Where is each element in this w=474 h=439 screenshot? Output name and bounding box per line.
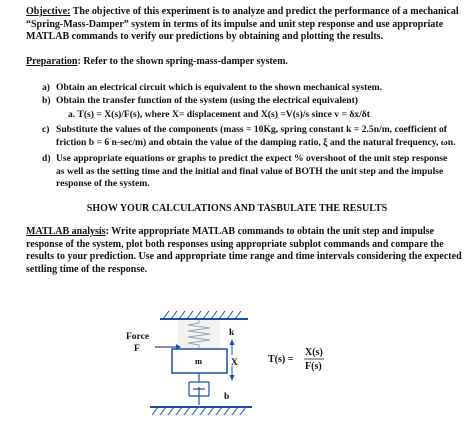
item-d-line-3: response of the system. — [56, 178, 150, 189]
item-c-line-2: friction b = 6 n-sec/m) and obtain the value of the damping ratio, ξ and the natural frequency, ωn. — [56, 136, 456, 148]
calculations-heading: SHOW YOUR CALCULATIONS AND TASBULATE THE RESULTS — [86, 203, 388, 214]
tf-denominator: F(s) — [305, 361, 322, 372]
item-b-label: b) — [42, 95, 51, 106]
matlab-line-4: settling time of the response. — [26, 263, 148, 275]
item-a — [42, 82, 462, 95]
top-wall — [160, 311, 248, 319]
transfer-function — [268, 347, 324, 372]
preparation-line — [26, 56, 456, 69]
force-symbol: F — [134, 344, 140, 354]
spring-label: k — [229, 328, 235, 338]
matlab-label: MATLAB analysis — [26, 226, 106, 237]
damper-label: b — [224, 392, 230, 402]
objective-label: Objective: — [26, 6, 71, 17]
preparation-label: Preparation — [26, 56, 78, 67]
item-d-line-2: as well as the setting time and the initial and final value of BOTH the unit step and the impulse — [56, 165, 444, 177]
objective-paragraph — [26, 6, 459, 44]
matlab-line-3: results to your prediction. Use and appropriate time range and time intervals considering the expected — [26, 251, 462, 262]
bottom-wall — [150, 407, 252, 415]
item-b-text: Obtain the transfer function of the system (using the electrical equivalent) — [56, 95, 358, 106]
objective-line-2: “Spring-Mass-Damper” system in terms of its impulse and unit step response and use appropriate — [26, 18, 444, 30]
force-label: Force — [126, 332, 150, 342]
item-d-label: d) — [42, 153, 51, 164]
displacement-label: X — [231, 358, 238, 368]
subitem-transfer-function: a. T(s) = X(s)/F(s), where X= displacement and X(s) =V(s)/s since v = δx/δt — [68, 109, 370, 120]
mass-label: m — [195, 356, 203, 366]
item-d — [42, 153, 462, 191]
objective-line-3: MATLAB commands to verify our predictions by obtaining and plotting the results. — [26, 31, 384, 42]
item-b — [42, 95, 462, 108]
matlab-line-1: : Write appropriate MATLAB commands to obtain the unit step and impulse — [105, 226, 435, 237]
damper — [189, 373, 209, 405]
item-c-label: c) — [42, 124, 50, 135]
tf-numerator: X(s) — [305, 347, 323, 358]
item-a-label: a) — [42, 82, 50, 93]
tf-lhs: T(s) = — [268, 354, 294, 365]
spring-mass-damper-diagram — [0, 289, 474, 439]
item-a-text: Obtain an electrical circuit which is equivalent to the shown mechanical system. — [56, 82, 382, 93]
item-d-line-1: Use appropriate equations or graphs to predict the expect % overshoot of the unit step response — [56, 153, 448, 164]
item-c-line-1: Substitute the values of the components (mass = 10Kg, spring constant k = 2.5n/m, coefficient of — [56, 124, 447, 135]
spring — [178, 320, 220, 349]
objective-line-1: The objective of this experiment is to analyze and predict the performance of a mechanical — [70, 6, 459, 17]
matlab-line-2: response of the system, plot both responses using appropriate subplot commands and compare the — [26, 238, 444, 250]
preparation-text: : Refer to the shown spring-mass-damper system. — [77, 56, 288, 67]
matlab-paragraph — [26, 226, 462, 276]
item-c — [42, 124, 462, 149]
